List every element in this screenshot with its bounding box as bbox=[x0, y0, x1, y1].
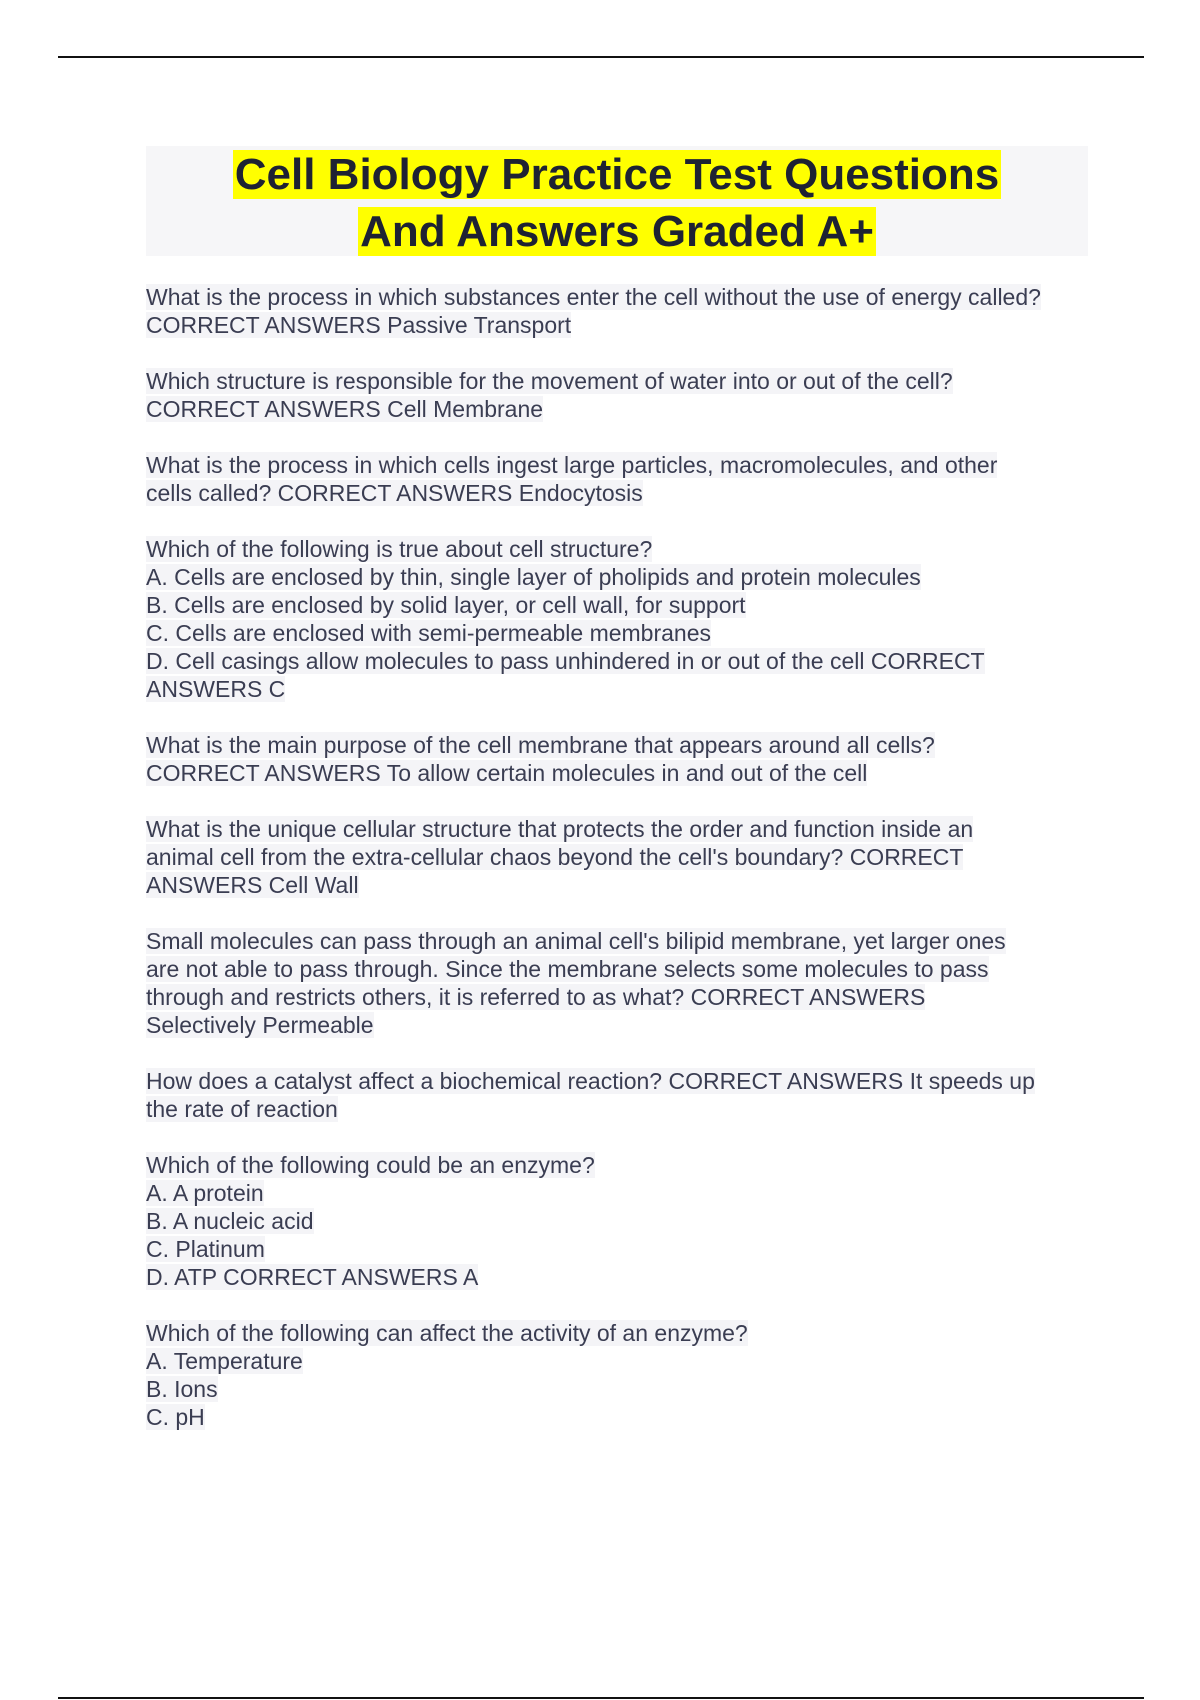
question-line-text: the rate of reaction bbox=[146, 1096, 338, 1122]
question-line bbox=[146, 1067, 1096, 1095]
question-line-text: D. Cell casings allow molecules to pass unhindered in or out of the cell CORRECT bbox=[146, 648, 985, 674]
top-rule bbox=[58, 56, 1144, 58]
question-line-text: Which of the following could be an enzyme? bbox=[146, 1152, 595, 1178]
question-line-text: Which structure is responsible for the movement of water into or out of the cell? bbox=[146, 368, 953, 394]
question-line-text: C. pH bbox=[146, 1404, 205, 1430]
question-block bbox=[146, 535, 1096, 703]
question-line-text: ANSWERS C bbox=[146, 676, 286, 702]
question-line bbox=[146, 1151, 1096, 1179]
question-line-text: are not able to pass through. Since the membrane selects some molecules to pass bbox=[146, 956, 989, 982]
question-line-text: CORRECT ANSWERS Cell Membrane bbox=[146, 396, 544, 422]
question-line-text: A. A protein bbox=[146, 1180, 264, 1206]
question-line-text: B. Ions bbox=[146, 1376, 218, 1402]
question-line bbox=[146, 1095, 1096, 1123]
question-block bbox=[146, 367, 1096, 423]
question-line-text: Which of the following can affect the activity of an enzyme? bbox=[146, 1320, 748, 1346]
question-line bbox=[146, 283, 1096, 311]
question-block bbox=[146, 731, 1096, 787]
question-line-text: through and restricts others, it is referred to as what? CORRECT ANSWERS bbox=[146, 984, 926, 1010]
question-block bbox=[146, 927, 1096, 1039]
question-line bbox=[146, 619, 1096, 647]
question-line bbox=[146, 675, 1096, 703]
question-block bbox=[146, 451, 1096, 507]
question-line bbox=[146, 1263, 1096, 1291]
question-block bbox=[146, 815, 1096, 899]
question-line-text: How does a catalyst affect a biochemical reaction? CORRECT ANSWERS It speeds up bbox=[146, 1068, 1035, 1094]
page-title bbox=[233, 150, 1002, 256]
question-line-text: animal cell from the extra-cellular chaos beyond the cell's boundary? CORRECT bbox=[146, 844, 964, 870]
question-line bbox=[146, 591, 1096, 619]
question-line-text: CORRECT ANSWERS Passive Transport bbox=[146, 312, 572, 338]
question-line-text: Selectively Permeable bbox=[146, 1012, 374, 1038]
title-wrap bbox=[187, 146, 1047, 260]
question-line bbox=[146, 843, 1096, 871]
question-line-text: A. Temperature bbox=[146, 1348, 303, 1374]
question-line-text: A. Cells are enclosed by thin, single layer of pholipids and protein molecules bbox=[146, 564, 921, 590]
question-line-text: Small molecules can pass through an animal cell's bilipid membrane, yet larger ones bbox=[146, 928, 1006, 954]
question-line-text: C. Cells are enclosed with semi-permeable membranes bbox=[146, 620, 712, 646]
question-line-text: What is the process in which substances enter the cell without the use of energy called? bbox=[146, 284, 1041, 310]
question-line bbox=[146, 955, 1096, 983]
question-list bbox=[146, 283, 1096, 1459]
question-line bbox=[146, 1319, 1096, 1347]
question-line-text: Which of the following is true about cell structure? bbox=[146, 536, 653, 562]
question-line bbox=[146, 563, 1096, 591]
question-line-text: CORRECT ANSWERS To allow certain molecules in and out of the cell bbox=[146, 760, 868, 786]
title-line-1: Cell Biology Practice Test Questions bbox=[234, 150, 1000, 199]
question-line bbox=[146, 871, 1096, 899]
question-line-text: B. A nucleic acid bbox=[146, 1208, 314, 1234]
question-line-text: cells called? CORRECT ANSWERS Endocytosis bbox=[146, 480, 643, 506]
question-block bbox=[146, 283, 1096, 339]
question-line-text: ANSWERS Cell Wall bbox=[146, 872, 359, 898]
question-line-text: C. Platinum bbox=[146, 1236, 265, 1262]
question-line bbox=[146, 1375, 1096, 1403]
question-line bbox=[146, 535, 1096, 563]
question-line bbox=[146, 731, 1096, 759]
question-line bbox=[146, 1403, 1096, 1431]
bottom-rule bbox=[58, 1697, 1144, 1699]
question-line-text: B. Cells are enclosed by solid layer, or cell wall, for support bbox=[146, 592, 746, 618]
question-block bbox=[146, 1319, 1096, 1431]
question-line bbox=[146, 367, 1096, 395]
question-line bbox=[146, 451, 1096, 479]
question-line bbox=[146, 647, 1096, 675]
question-line bbox=[146, 395, 1096, 423]
question-line bbox=[146, 1179, 1096, 1207]
question-line bbox=[146, 479, 1096, 507]
question-line bbox=[146, 927, 1096, 955]
question-line-text: D. ATP CORRECT ANSWERS A bbox=[146, 1264, 479, 1290]
question-line bbox=[146, 1235, 1096, 1263]
question-line bbox=[146, 1347, 1096, 1375]
question-line bbox=[146, 983, 1096, 1011]
question-line bbox=[146, 311, 1096, 339]
question-line bbox=[146, 1011, 1096, 1039]
title-line-2: And Answers Graded A+ bbox=[360, 207, 874, 256]
question-line-text: What is the unique cellular structure that protects the order and function inside an bbox=[146, 816, 974, 842]
question-line bbox=[146, 1207, 1096, 1235]
question-line-text: What is the process in which cells ingest large particles, macromolecules, and other bbox=[146, 452, 998, 478]
question-block bbox=[146, 1151, 1096, 1291]
question-line bbox=[146, 759, 1096, 787]
question-line bbox=[146, 815, 1096, 843]
question-block bbox=[146, 1067, 1096, 1123]
question-line-text: What is the main purpose of the cell membrane that appears around all cells? bbox=[146, 732, 935, 758]
title-band bbox=[146, 146, 1088, 256]
